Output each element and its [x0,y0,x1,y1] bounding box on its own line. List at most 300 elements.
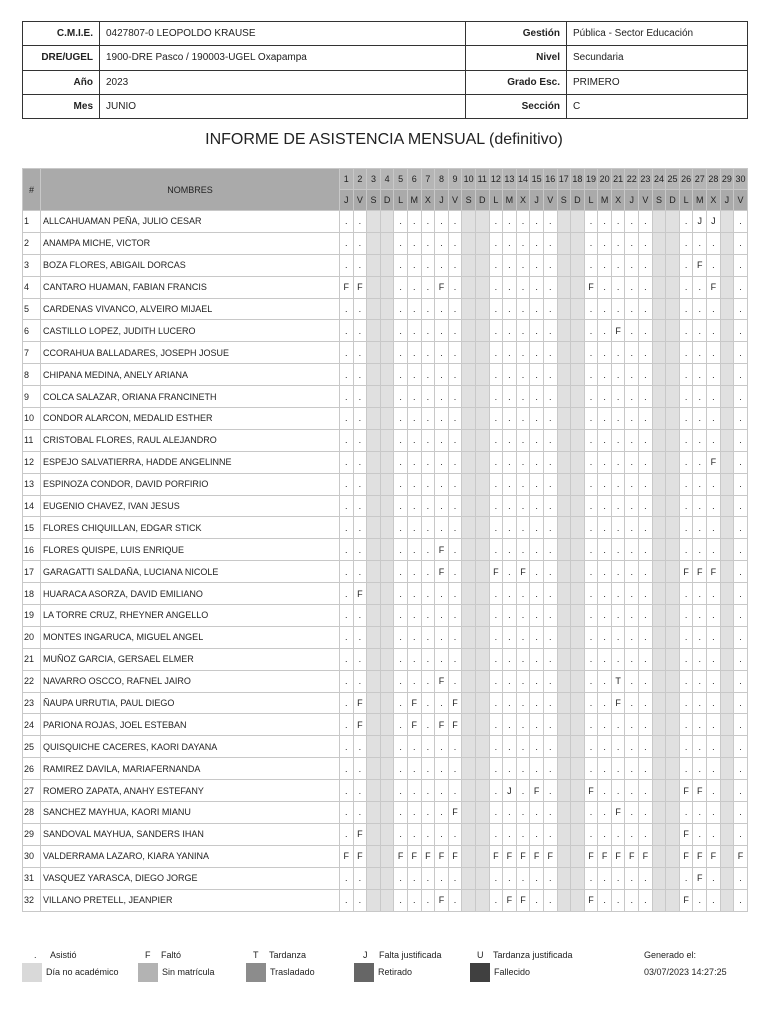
attendance-mark: . [543,867,557,889]
attendance-mark: . [598,408,612,430]
attendance-mark: . [679,517,693,539]
student-row [23,364,748,386]
weekday-header: X [611,190,625,211]
attendance-mark: . [448,408,462,430]
attendance-mark: . [407,605,421,627]
non-academic-day-cell [652,867,666,889]
non-academic-day-cell [571,211,585,233]
non-academic-day-cell [652,451,666,473]
non-academic-day-cell [720,276,734,298]
day-number-header: 22 [625,169,639,190]
attendance-mark: . [639,780,653,802]
attendance-mark: . [734,495,748,517]
non-academic-day-cell [571,670,585,692]
non-academic-day-cell [666,823,680,845]
non-academic-day-cell [380,232,394,254]
attendance-mark: . [693,736,707,758]
attendance-mark: . [625,889,639,911]
student-row [23,626,748,648]
attendance-mark: . [448,342,462,364]
student-row [23,408,748,430]
attendance-mark: . [421,758,435,780]
attendance-mark: . [503,802,517,824]
student-name: ESPEJO SALVATIERRA, HADDE ANGELINNE [41,451,340,473]
non-academic-day-cell [462,539,476,561]
non-academic-day-cell [367,211,381,233]
attendance-mark: . [353,473,367,495]
non-academic-day-cell [720,473,734,495]
non-academic-day-cell [720,364,734,386]
legend-symbol: T [253,950,259,960]
attendance-mark: . [435,473,449,495]
attendance-mark: . [489,802,503,824]
student-name: CASTILLO LOPEZ, JUDITH LUCERO [41,320,340,342]
attendance-mark: . [353,211,367,233]
non-academic-day-cell [666,320,680,342]
attendance-mark: . [598,780,612,802]
non-academic-day-cell [462,626,476,648]
weekday-header: V [353,190,367,211]
attendance-mark: . [584,802,598,824]
attendance-mark: . [353,802,367,824]
day-number-header: 19 [584,169,598,190]
attendance-mark: . [625,364,639,386]
attendance-mark: F [435,714,449,736]
attendance-mark: . [503,276,517,298]
attendance-mark: . [516,342,530,364]
weekday-header: D [666,190,680,211]
student-number: 3 [23,254,41,276]
attendance-mark: F [394,845,408,867]
attendance-mark: . [340,714,354,736]
non-academic-day-cell [475,495,489,517]
non-academic-day-cell [557,802,571,824]
non-academic-day-cell [475,823,489,845]
attendance-mark: . [543,408,557,430]
attendance-mark: . [448,758,462,780]
attendance-mark: . [598,583,612,605]
non-academic-day-cell [666,232,680,254]
attendance-mark: . [503,714,517,736]
attendance-mark: . [516,254,530,276]
attendance-mark: . [598,495,612,517]
legend-attended [34,950,77,960]
attendance-mark: . [707,714,721,736]
attendance-mark: . [489,823,503,845]
student-row [23,758,748,780]
attendance-mark: . [394,823,408,845]
attendance-mark: . [448,648,462,670]
attendance-mark: . [625,276,639,298]
attendance-mark: . [407,495,421,517]
attendance-mark: . [407,736,421,758]
attendance-mark: . [693,276,707,298]
attendance-mark: . [693,473,707,495]
attendance-mark: . [530,451,544,473]
non-academic-day-cell [557,780,571,802]
legend-symbol: F [145,950,151,960]
attendance-mark: . [679,648,693,670]
attendance-mark: F [435,561,449,583]
attendance-mark: F [707,845,721,867]
attendance-mark: . [707,605,721,627]
non-academic-day-cell [720,342,734,364]
attendance-mark: . [448,451,462,473]
non-academic-day-cell [462,823,476,845]
attendance-mark: . [407,889,421,911]
day-number-header: 18 [571,169,585,190]
attendance-mark: . [353,889,367,911]
attendance-mark: . [503,232,517,254]
attendance-mark: . [543,451,557,473]
attendance-mark: . [421,320,435,342]
swatch-non-academic-label: Día no académico [46,967,119,977]
attendance-mark: . [679,211,693,233]
attendance-mark: . [530,802,544,824]
attendance-mark: . [435,758,449,780]
attendance-mark: . [489,342,503,364]
attendance-mark: . [340,626,354,648]
attendance-mark: . [543,364,557,386]
attendance-mark: . [353,254,367,276]
attendance-mark: . [639,539,653,561]
student-number: 8 [23,364,41,386]
attendance-mark: . [611,605,625,627]
attendance-mark: . [639,561,653,583]
non-academic-day-cell [652,276,666,298]
attendance-mark: . [734,561,748,583]
non-academic-day-cell [666,539,680,561]
student-number: 1 [23,211,41,233]
attendance-mark: . [448,320,462,342]
student-row [23,320,748,342]
attendance-mark: . [707,386,721,408]
attendance-mark: . [598,342,612,364]
attendance-mark: . [421,648,435,670]
non-academic-day-cell [666,451,680,473]
grado-value: PRIMERO [567,70,748,94]
attendance-mark: F [584,889,598,911]
attendance-mark: . [353,451,367,473]
attendance-mark: . [353,867,367,889]
attendance-mark: . [707,364,721,386]
attendance-mark: . [584,320,598,342]
attendance-mark: . [448,823,462,845]
attendance-mark: . [394,451,408,473]
attendance-mark: . [679,539,693,561]
attendance-mark: . [489,867,503,889]
non-academic-day-cell [380,451,394,473]
attendance-mark: . [407,298,421,320]
non-academic-day-cell [652,670,666,692]
non-academic-day-cell [380,583,394,605]
attendance-mark: . [584,583,598,605]
attendance-mark: F [679,823,693,845]
non-academic-day-cell [380,845,394,867]
attendance-mark: . [407,320,421,342]
attendance-mark: . [435,517,449,539]
non-academic-day-cell [666,408,680,430]
attendance-mark: . [421,473,435,495]
attendance-mark: . [734,736,748,758]
attendance-mark: . [693,320,707,342]
attendance-mark: . [598,736,612,758]
attendance-mark: . [394,298,408,320]
attendance-mark: . [394,605,408,627]
attendance-mark: . [598,867,612,889]
attendance-mark: . [435,232,449,254]
non-academic-day-cell [557,276,571,298]
attendance-mark: F [707,276,721,298]
day-number-header: 13 [503,169,517,190]
attendance-mark: . [611,276,625,298]
attendance-mark: . [503,736,517,758]
non-academic-day-cell [557,254,571,276]
attendance-mark: . [734,780,748,802]
attendance-mark: . [421,517,435,539]
non-academic-day-cell [462,276,476,298]
weekday-header: S [652,190,666,211]
attendance-mark: F [639,845,653,867]
nivel-value: Secundaria [567,46,748,70]
non-academic-day-cell [720,408,734,430]
attendance-mark: . [448,517,462,539]
attendance-mark: . [530,758,544,780]
attendance-mark: . [734,867,748,889]
attendance-mark: . [639,386,653,408]
attendance-mark: . [530,342,544,364]
attendance-mark: . [394,408,408,430]
attendance-mark: . [679,320,693,342]
attendance-mark: . [598,320,612,342]
weekday-header: J [340,190,354,211]
attendance-mark: . [693,802,707,824]
non-academic-day-cell [475,736,489,758]
attendance-mark: F [611,802,625,824]
attendance-mark: . [435,648,449,670]
attendance-mark: . [734,211,748,233]
attendance-mark: . [625,758,639,780]
attendance-mark: F [435,845,449,867]
attendance-mark: . [435,451,449,473]
attendance-mark: . [516,276,530,298]
attendance-mark: . [611,780,625,802]
student-name: EUGENIO CHAVEZ, IVAN JESUS [41,495,340,517]
attendance-mark: . [693,342,707,364]
attendance-mark: . [598,758,612,780]
day-number-header: 17 [557,169,571,190]
attendance-mark: . [639,276,653,298]
non-academic-day-cell [557,495,571,517]
student-name: CARDENAS VIVANCO, ALVEIRO MIJAEL [41,298,340,320]
student-name: GARAGATTI SALDAÑA, LUCIANA NICOLE [41,561,340,583]
attendance-mark: . [407,408,421,430]
non-academic-day-cell [720,780,734,802]
attendance-mark: . [611,254,625,276]
day-number-header: 12 [489,169,503,190]
attendance-mark: . [435,626,449,648]
attendance-mark: . [598,670,612,692]
attendance-mark: F [407,845,421,867]
attendance-mark: . [489,254,503,276]
attendance-mark: . [543,298,557,320]
attendance-mark: . [489,736,503,758]
non-academic-day-cell [652,758,666,780]
weekday-header: M [407,190,421,211]
legend-symbol: . [34,950,37,960]
attendance-mark: . [693,648,707,670]
student-row [23,539,748,561]
attendance-mark: . [598,539,612,561]
non-academic-day-cell [720,648,734,670]
attendance-mark: . [394,211,408,233]
attendance-mark: . [584,626,598,648]
student-name: ANAMPA MICHE, VICTOR [41,232,340,254]
non-academic-day-cell [571,692,585,714]
non-academic-day-cell [571,780,585,802]
attendance-mark: . [394,648,408,670]
student-row [23,517,748,539]
non-academic-day-cell [380,429,394,451]
non-academic-day-cell [367,517,381,539]
attendance-mark: . [407,232,421,254]
attendance-mark: . [421,276,435,298]
non-academic-day-cell [367,495,381,517]
non-academic-day-cell [462,758,476,780]
student-number: 14 [23,495,41,517]
legend-label: Tardanza [269,950,307,960]
attendance-mark: . [584,561,598,583]
non-academic-day-cell [652,232,666,254]
student-number: 17 [23,561,41,583]
legend-absent [145,950,181,960]
non-academic-day-cell [571,626,585,648]
student-number: 9 [23,386,41,408]
attendance-mark: . [340,451,354,473]
weekday-header: L [394,190,408,211]
attendance-mark: F [516,845,530,867]
attendance-mark: . [530,648,544,670]
day-number-header: 4 [380,169,394,190]
attendance-mark: . [394,232,408,254]
non-academic-day-cell [380,867,394,889]
attendance-mark: . [353,429,367,451]
non-academic-day-cell [571,648,585,670]
swatch-non-academic [22,963,42,982]
non-academic-day-cell [475,626,489,648]
attendance-mark: . [584,670,598,692]
attendance-mark: . [584,495,598,517]
weekday-header: L [679,190,693,211]
attendance-mark: . [734,232,748,254]
student-name: MUÑOZ GARCIA, GERSAEL ELMER [41,648,340,670]
attendance-mark: . [679,298,693,320]
attendance-mark: F [448,845,462,867]
attendance-mark: . [407,583,421,605]
attendance-mark: . [530,517,544,539]
attendance-mark: . [679,736,693,758]
day-number-header: 21 [611,169,625,190]
non-academic-day-cell [666,714,680,736]
attendance-mark: . [340,517,354,539]
attendance-mark: F [340,276,354,298]
attendance-mark: . [435,802,449,824]
attendance-mark: . [435,320,449,342]
non-academic-day-cell [475,692,489,714]
attendance-mark: . [489,517,503,539]
non-academic-day-cell [720,605,734,627]
attendance-mark: . [407,539,421,561]
non-academic-day-cell [462,342,476,364]
non-academic-day-cell [367,823,381,845]
student-row [23,561,748,583]
attendance-mark: . [639,802,653,824]
attendance-mark: . [679,802,693,824]
attendance-mark: . [435,823,449,845]
attendance-mark: . [516,429,530,451]
attendance-mark: . [407,364,421,386]
non-academic-day-cell [666,561,680,583]
attendance-mark: . [435,780,449,802]
student-row [23,867,748,889]
attendance-mark: . [421,429,435,451]
weekday-header: D [475,190,489,211]
attendance-mark: . [707,517,721,539]
attendance-mark: . [448,254,462,276]
attendance-mark: . [625,583,639,605]
attendance-mark: . [340,736,354,758]
attendance-mark: . [707,692,721,714]
attendance-mark: . [584,342,598,364]
attendance-mark: . [543,605,557,627]
non-academic-day-cell [571,889,585,911]
attendance-mark: . [394,276,408,298]
attendance-mark: . [707,648,721,670]
non-academic-day-cell [666,386,680,408]
non-academic-day-cell [557,298,571,320]
non-academic-day-cell [462,211,476,233]
attendance-mark: . [489,692,503,714]
attendance-mark: . [394,517,408,539]
attendance-mark: . [489,583,503,605]
legend-label: Faltó [161,950,182,960]
attendance-mark: . [340,408,354,430]
attendance-mark: . [448,561,462,583]
attendance-mark: . [340,823,354,845]
attendance-mark: . [598,889,612,911]
attendance-mark: . [598,714,612,736]
attendance-mark: . [421,232,435,254]
student-row [23,211,748,233]
student-name: PARIONA ROJAS, JOEL ESTEBAN [41,714,340,736]
non-academic-day-cell [475,648,489,670]
non-academic-day-cell [652,386,666,408]
attendance-mark: . [421,583,435,605]
student-number: 11 [23,429,41,451]
attendance-mark: F [679,889,693,911]
non-academic-day-cell [462,320,476,342]
legend-label: Tardanza justificada [493,950,573,960]
non-academic-day-cell [720,386,734,408]
attendance-mark: . [679,692,693,714]
weekday-header: M [503,190,517,211]
student-number: 6 [23,320,41,342]
attendance-mark: . [353,670,367,692]
attendance-mark: . [530,429,544,451]
non-academic-day-cell [666,364,680,386]
attendance-mark: . [625,232,639,254]
attendance-mark: . [707,736,721,758]
